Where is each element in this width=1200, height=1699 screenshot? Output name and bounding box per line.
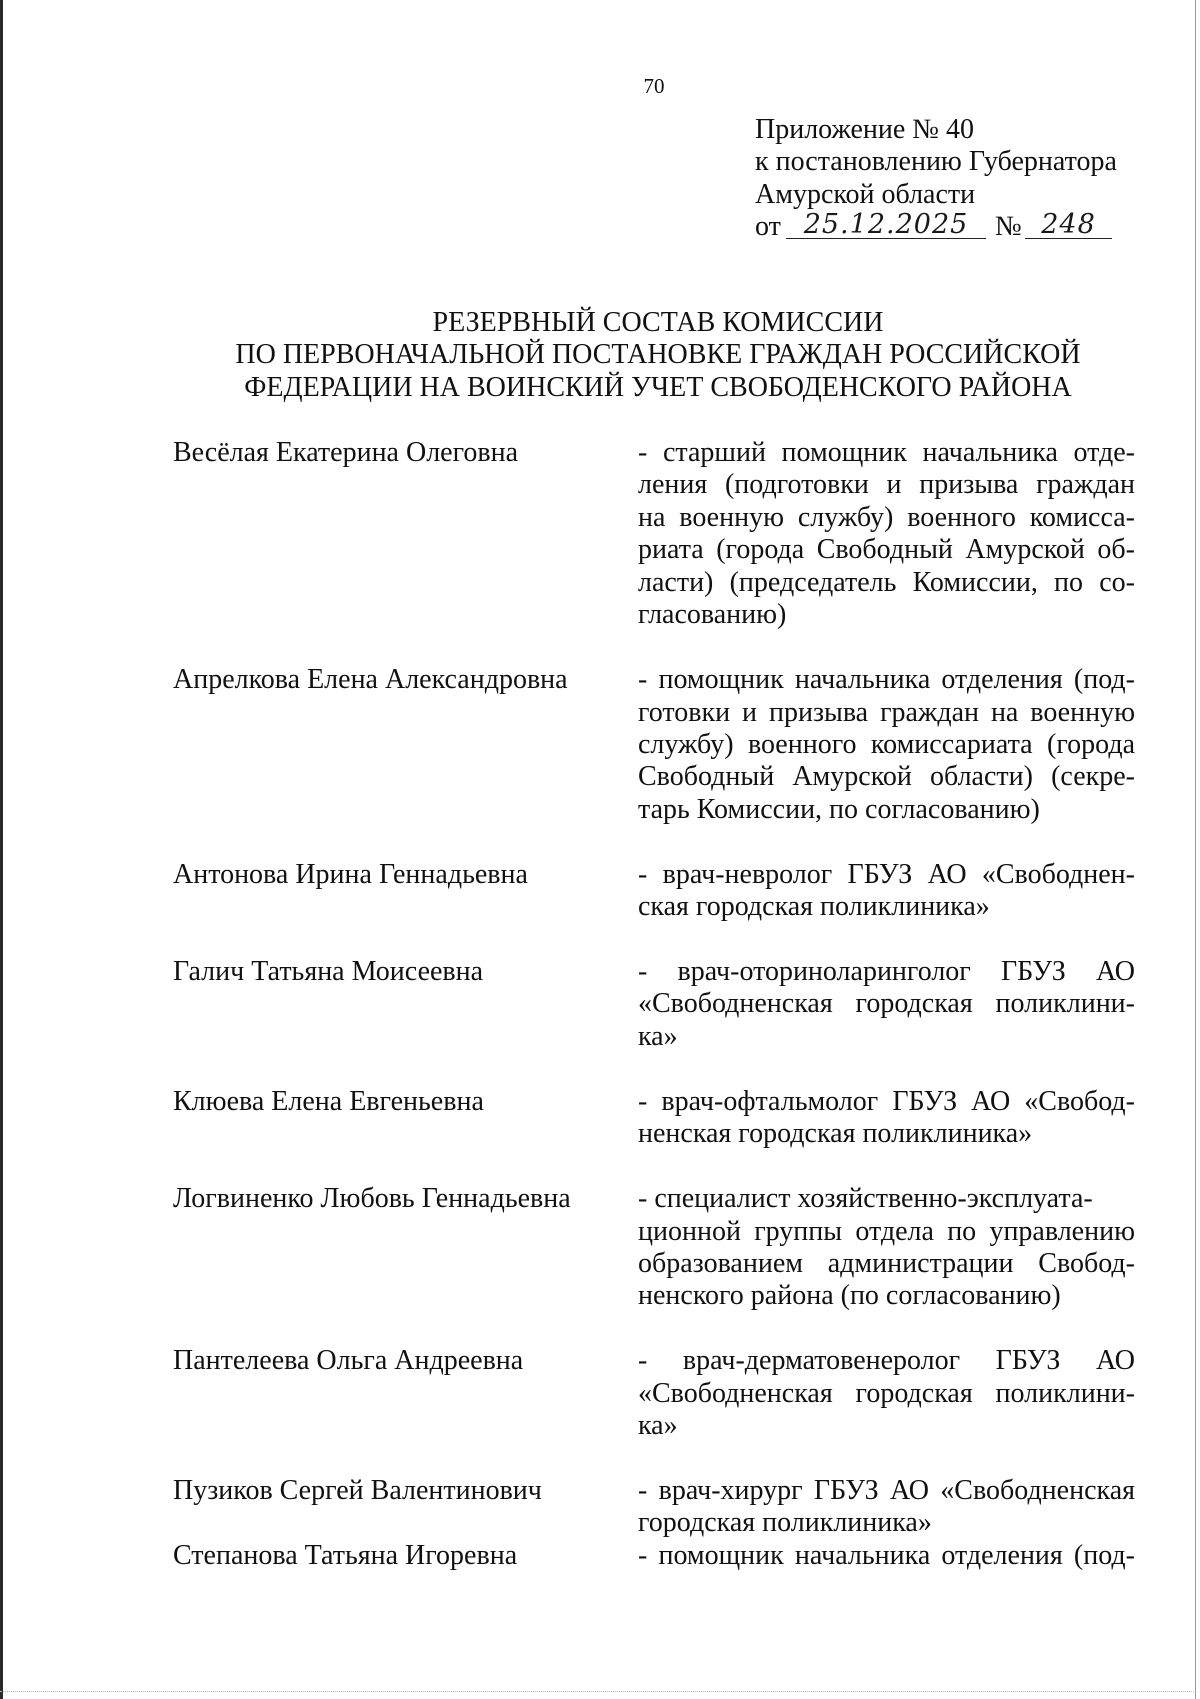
member-duty-line: гласованию) (638, 599, 787, 631)
date-prefix: от (755, 211, 781, 243)
member-duty (638, 1345, 1135, 1442)
member-duty-line: ционной группы отдела по управлению (638, 1215, 1135, 1247)
title-line: РЕЗЕРВНЫЙ СОСТАВ КОМИССИИ (432, 307, 884, 338)
member-duty-line: на военную службу) военного комисса- (638, 501, 1135, 533)
member-row (0, 1345, 1200, 1442)
title-line: ПО ПЕРВОНАЧАЛЬНОЙ ПОСТАНОВКЕ ГРАЖДАН РОССИЙСКОЙ (235, 339, 1081, 371)
title-line: ФЕДЕРАЦИИ НА ВОИНСКИЙ УЧЕТ СВОБОДЕНСКОГО РАЙОНА (244, 371, 1072, 403)
member-name: Весёлая Екатерина Олеговна (173, 437, 519, 468)
member-row (0, 664, 1200, 826)
member-duty-line: ская городская поликлиника» (638, 891, 990, 923)
member-row (0, 1183, 1200, 1313)
page-number: 70 (643, 74, 665, 98)
member-duty-line: ненского района (по согласованию) (638, 1280, 1061, 1312)
member-row (0, 859, 1200, 924)
appendix-date-line (755, 211, 1145, 243)
scan-edge-bottom (0, 1691, 1194, 1692)
member-duty-line: «Свободненская городская поликлини- (638, 988, 1135, 1020)
number-prefix: № (995, 211, 1022, 243)
member-name: Антонова Ирина Геннадьевна (173, 858, 528, 890)
member-duty-line: - врач-дерматовенеролог ГБУЗ АО (638, 1345, 1135, 1377)
handwritten-number: 248 (1025, 211, 1112, 239)
member-name: Клюева Елена Евгеньевна (173, 1085, 484, 1117)
member-duty (638, 956, 1135, 1053)
appendix-reference: к постановлению Губернатора (755, 146, 1117, 178)
member-name: Галич Татьяна Моисеевна (173, 956, 484, 987)
member-row (0, 437, 1200, 632)
member-duty-line: ненская городская поликлиника» (638, 1118, 1033, 1150)
member-duty-line: - врач-невролог ГБУЗ АО «Свободнен- (638, 858, 1135, 890)
member-duty (638, 664, 1135, 826)
member-duty-line: - специалист хозяйственно-эксплуата- (638, 1183, 1093, 1215)
member-duty-line: тарь Комиссии, по согласованию) (638, 793, 1040, 825)
member-duty-line: - помощник начальника отделения (под- (638, 1539, 1135, 1571)
member-duty (638, 1475, 1135, 1540)
member-duty (638, 1183, 1135, 1313)
appendix-header (755, 114, 1145, 244)
document-title (158, 307, 1158, 404)
member-row (0, 956, 1200, 1053)
member-duty-line: - старший помощник начальника отде- (638, 437, 1135, 468)
member-duty-line: ласти) (председатель Комиссии, по со- (638, 566, 1135, 598)
member-duty (638, 437, 1135, 632)
member-row (0, 1086, 1200, 1151)
member-duty-line: - врач-офтальмолог ГБУЗ АО «Свобод- (638, 1085, 1135, 1117)
member-duty-line: ления (подготовки и призыва граждан (638, 469, 1135, 501)
member-duty (638, 1086, 1135, 1151)
member-duty-line: городская поликлиника» (638, 1507, 932, 1539)
members-list (0, 437, 1200, 1605)
member-row (0, 1540, 1200, 1572)
member-name: Пантелеева Ольга Андреевна (173, 1345, 524, 1377)
handwritten-date: 25.12.2025 (786, 211, 986, 239)
member-duty-line: готовки и призыва граждан на военную (638, 696, 1135, 728)
member-duty (638, 1540, 1135, 1572)
member-duty-line: ка» (638, 1410, 678, 1442)
appendix-region: Амурской области (755, 178, 976, 210)
member-duty-line: образованием администрации Свобод- (638, 1247, 1135, 1279)
appendix-number: Приложение № 40 (755, 114, 974, 145)
member-duty-line: «Свободненская городская поликлини- (638, 1377, 1135, 1409)
member-duty-line: - врач-оториноларинголог ГБУЗ АО (638, 956, 1135, 987)
member-duty-line: Свободный Амурской области) (секре- (638, 761, 1135, 793)
member-name: Логвиненко Любовь Геннадьевна (173, 1183, 571, 1215)
member-name: Степанова Татьяна Игоревна (173, 1539, 518, 1571)
member-duty (638, 859, 1135, 924)
member-duty-line: риата (города Свободный Амурской об- (638, 534, 1135, 566)
member-row (0, 1475, 1200, 1540)
member-duty-line: ка» (638, 1020, 678, 1052)
member-duty-line: - помощник начальника отделения (под- (638, 664, 1135, 696)
member-name: Апрелкова Елена Александровна (173, 664, 568, 696)
member-name: Пузиков Сергей Валентинович (173, 1475, 542, 1506)
member-duty-line: службу) военного комиссариата (города (638, 728, 1135, 760)
member-duty-line: - врач-хирург ГБУЗ АО «Свободненская (638, 1475, 1135, 1506)
